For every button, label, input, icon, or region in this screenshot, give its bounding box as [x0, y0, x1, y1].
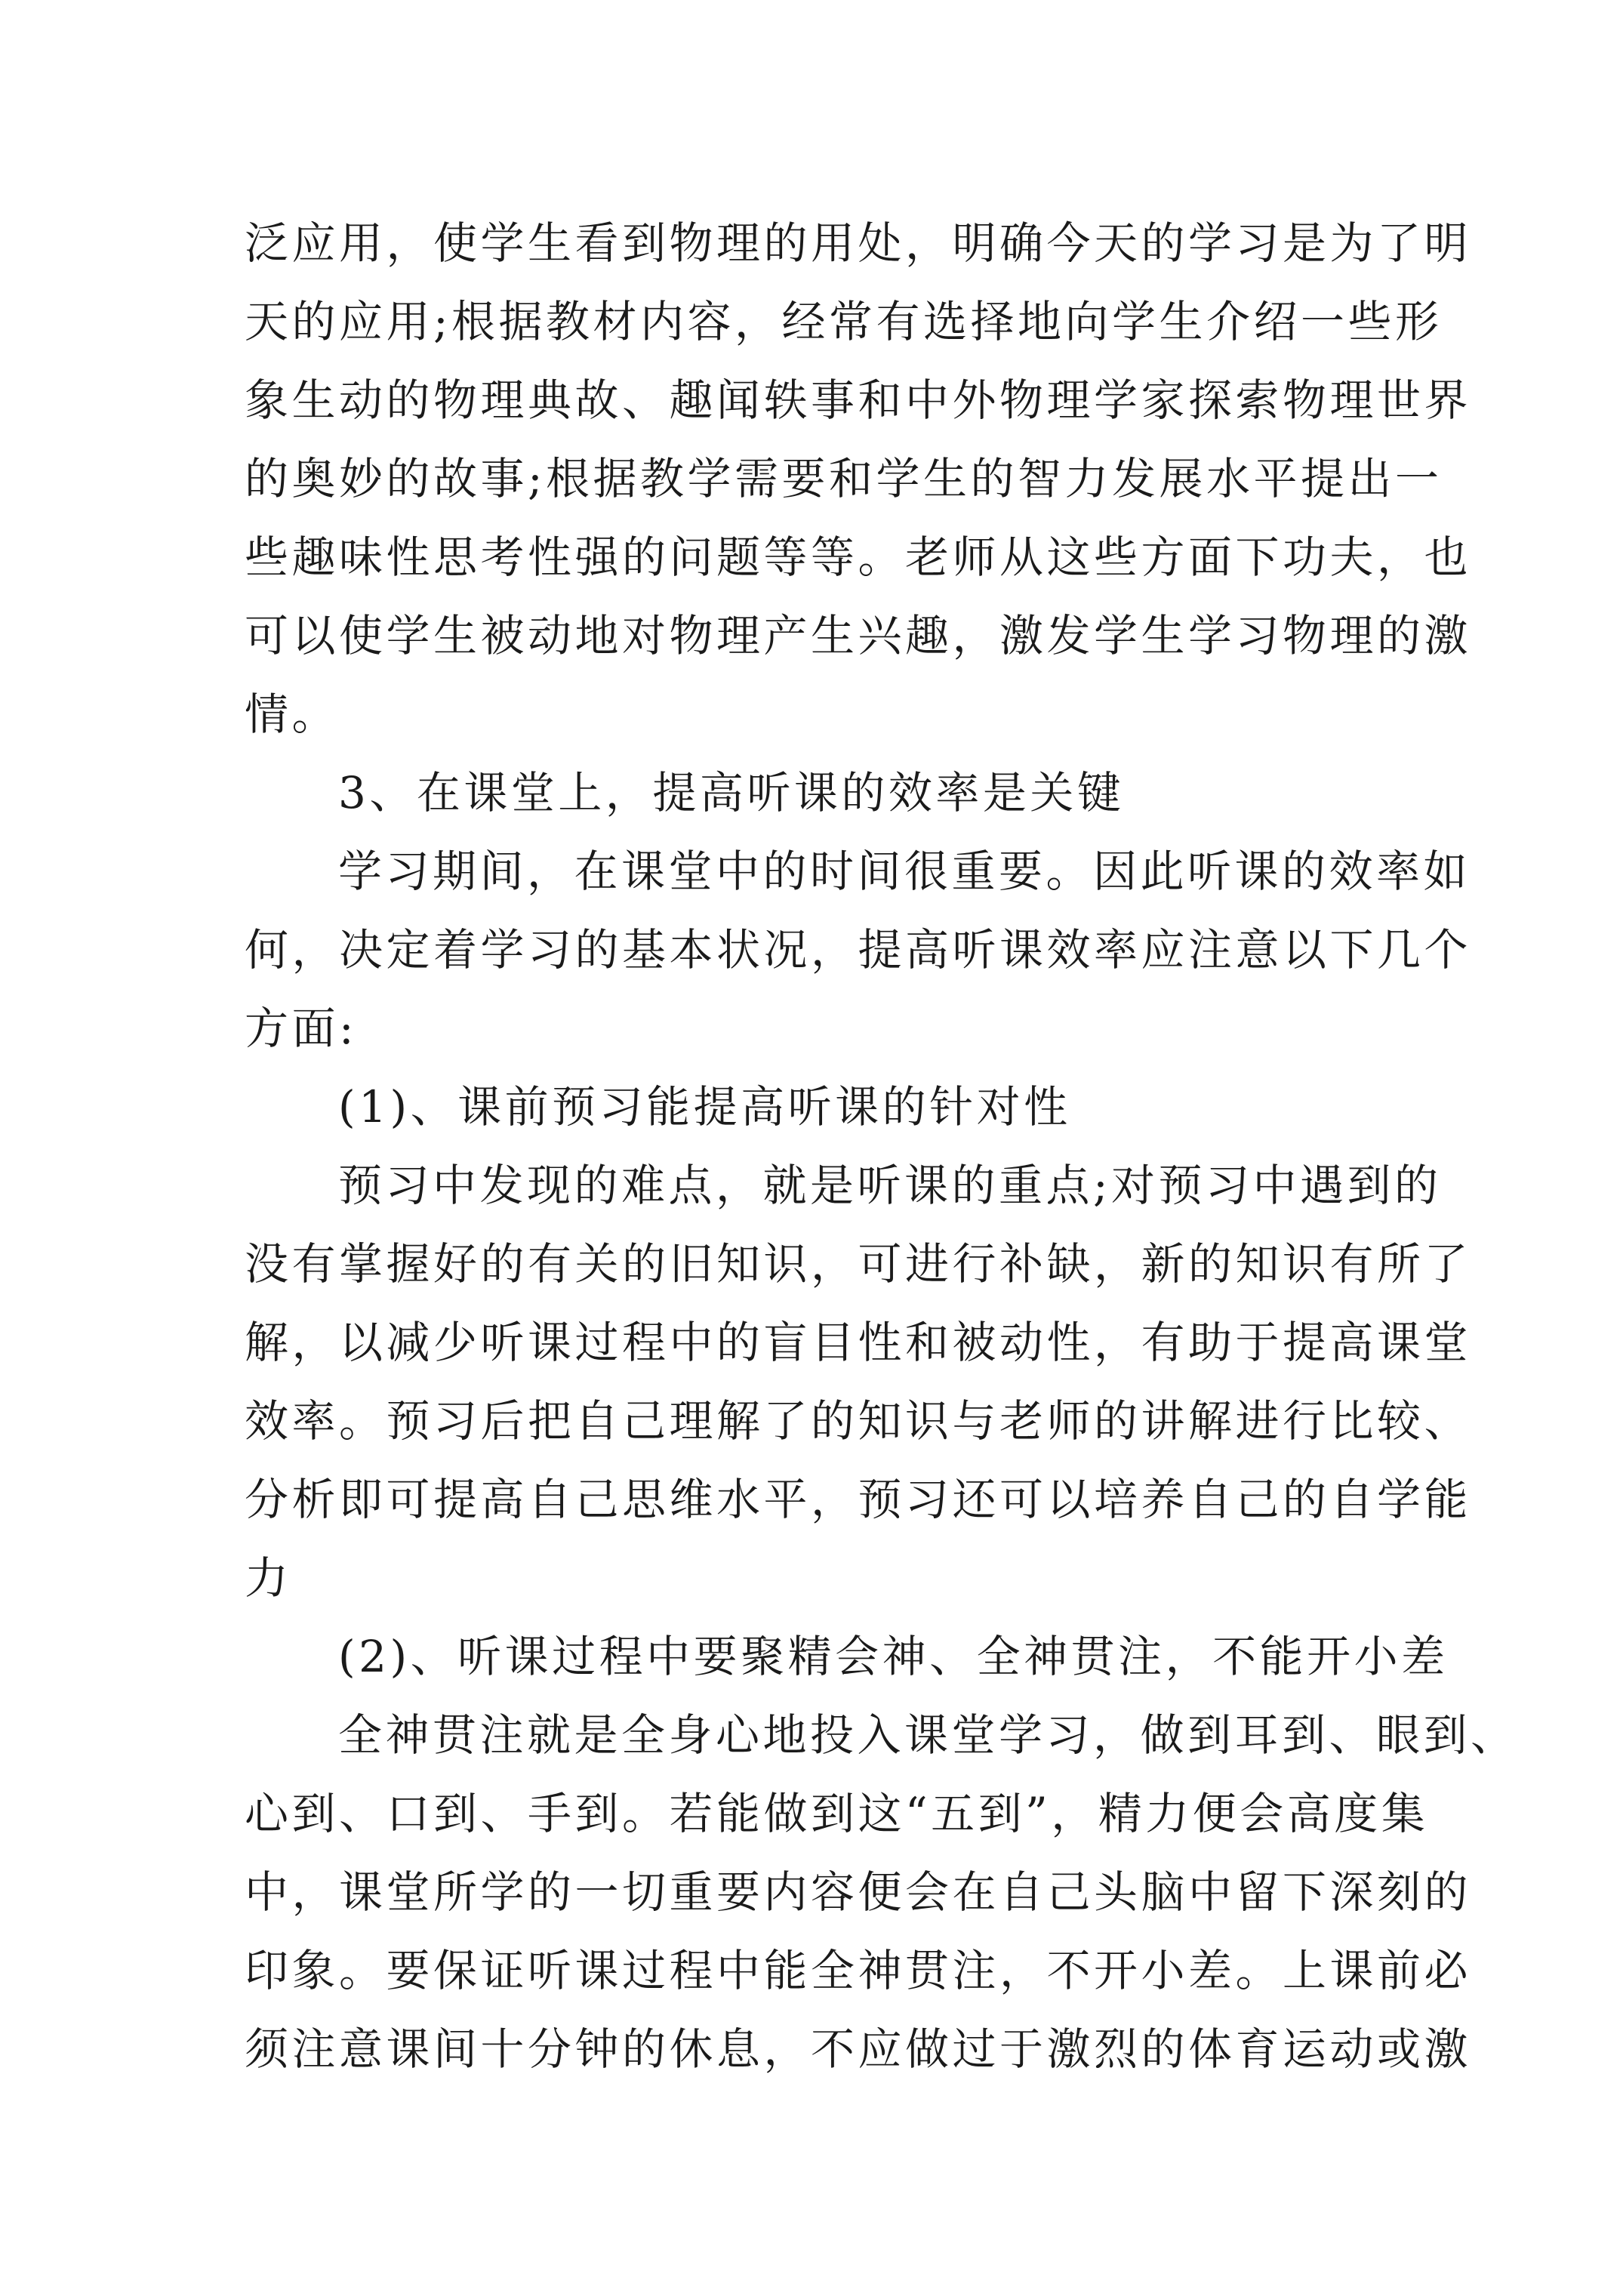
text-line: 预习中发现的难点，就是听课的重点;对预习中遇到的: [338, 1160, 1442, 1211]
text-line: 全神贯注就是全身心地投入课堂学习，做到耳到、眼到、: [338, 1709, 1518, 1761]
text-line: 些趣味性思考性强的问题等等。老师从这些方面下功夫，也: [245, 532, 1472, 583]
text-line: (1)、课前预习能提高听课的针对性: [338, 1081, 1071, 1133]
text-line: 解，以减少听课过程中的盲目性和被动性，有助于提高课堂: [245, 1317, 1472, 1368]
text-line: 效率。预习后把自己理解了的知识与老师的讲解进行比较、: [245, 1395, 1472, 1447]
text-line: 中，课堂所学的一切重要内容便会在自己头脑中留下深刻的: [245, 1866, 1472, 1918]
text-line: 没有掌握好的有关的旧知识，可进行补缺，新的知识有所了: [245, 1238, 1472, 1290]
text-line: 3、在课堂上，提高听课的效率是关键: [338, 767, 1125, 818]
text-line: 可以使学生被动地对物理产生兴趣，激发学生学习物理的激: [245, 610, 1472, 661]
text-line: 力: [245, 1552, 292, 1604]
text-line: 分析即可提高自己思维水平，预习还可以培养自己的自学能: [245, 1474, 1472, 1525]
text-line: (2)、听课过程中要聚精会神、全神贯注，不能开小差: [338, 1631, 1449, 1682]
text-line: 心到、口到、手到。若能做到这“五到”，精力便会高度集: [245, 1788, 1429, 1839]
text-line: 学习期间，在课堂中的时间很重要。因此听课的效率如: [338, 846, 1471, 897]
text-line: 方面:: [245, 1003, 358, 1054]
text-line: 天的应用;根据教材内容，经常有选择地向学生介绍一些形: [245, 296, 1443, 347]
body-text: [245, 204, 1518, 2088]
text-line: 的奥妙的故事;根据教学需要和学生的智力发展水平提出一: [245, 453, 1443, 504]
text-line: 印象。要保证听课过程中能全神贯注，不开小差。上课前必: [245, 1945, 1472, 1996]
text-line: 泛应用，使学生看到物理的用处，明确今天的学习是为了明: [245, 217, 1472, 269]
text-line: 象生动的物理典故、趣闻轶事和中外物理学家探索物理世界: [245, 374, 1472, 426]
text-line: 须注意课间十分钟的休息，不应做过于激烈的体育运动或激: [245, 2023, 1472, 2075]
text-line: 何，决定着学习的基本状况，提高听课效率应注意以下几个: [245, 924, 1472, 975]
text-line: 情。: [245, 689, 340, 740]
